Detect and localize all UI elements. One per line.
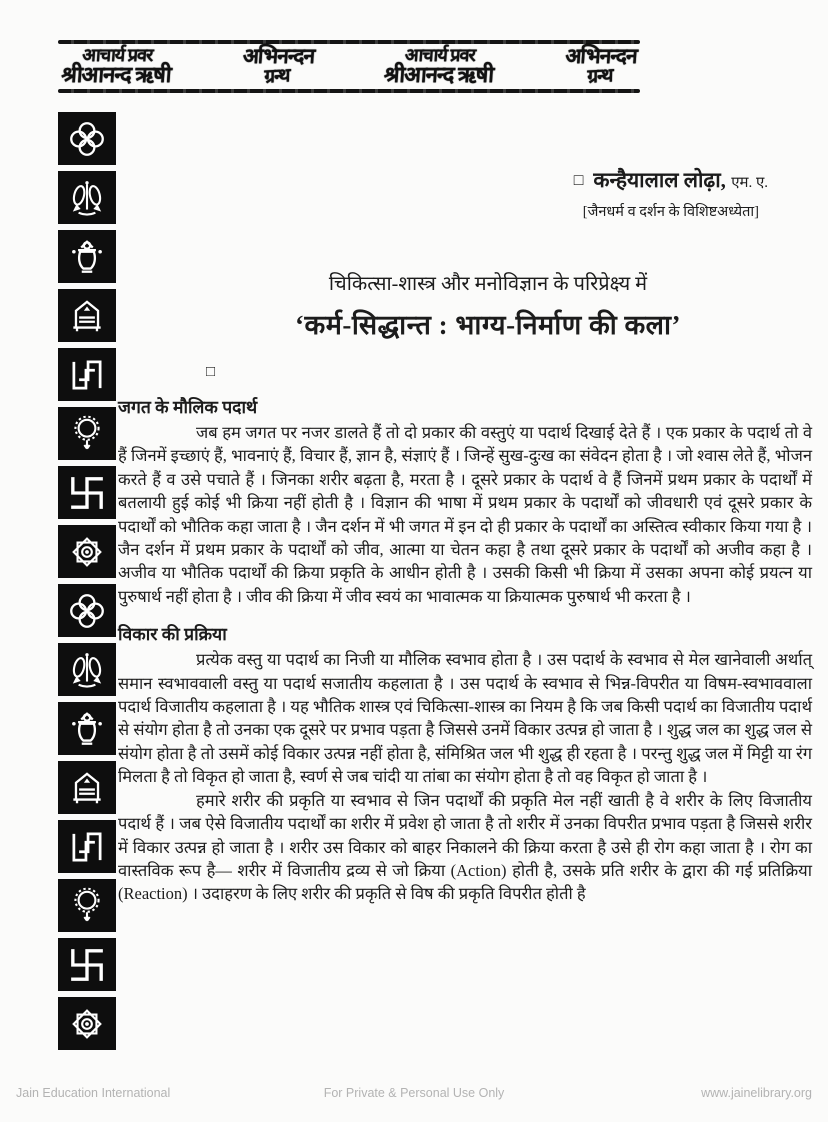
masthead-text: ग्रन्थ bbox=[264, 65, 290, 89]
section-heading: जगत के मौलिक पदार्थ bbox=[118, 397, 258, 417]
title-kicker: चिकित्सा-शास्त्र और मनोविज्ञान के परिप्रेक्ष्य में bbox=[328, 273, 648, 295]
fish-pair-icon bbox=[58, 171, 116, 224]
author-name bbox=[574, 166, 768, 194]
shrivatsa-knot-icon bbox=[58, 584, 116, 637]
masthead-text: ग्रन्थ bbox=[586, 65, 613, 89]
square-bullet-icon: □ bbox=[573, 172, 584, 189]
paragraph: प्रत्येक वस्तु या पदार्थ का निजी या मौलिक स्वभाव होता है । उस पदार्थ के स्वभाव से मेल खानेवाली अर्थात् समान स्वभाववाली वस्तु या पदार्थ सजातीय कहलाता है । उस पदार्थ के स्वभाव से भिन्न-विपरीत या विषम-स्वभाववाला पदार्थ विजातीय कहलाता है । यह भौतिक शास्त्र एवं चिकित्सा-शास्त्र का नियम है कि जब किसी पदार्थ का विजातीय पदार्थ से संयोग होता है तो उनका एक दूसरे पर प्रभाव पड़ता है जिससे उनमें विकार उत्पन्न हो जाता है । शुद्ध जल का शुद्ध जल से संयोग होता है तो उसमें कोई विकार उत्पन्न नहीं होता है, संमिश्रित जल भी शुद्ध ही रहता है । परन्तु शुद्ध जल में मिट्टी या रंग मिलता है तो विकृत हो जाता है, स्वर्ण से जब चांदी या तांबा का संयोग होता है तो वह विकृत हो जाता है । bbox=[118, 650, 812, 787]
nandyavarta-icon bbox=[58, 820, 116, 873]
mirror-icon bbox=[58, 407, 116, 460]
masthead-text: श्रीआनन्द ऋषी bbox=[60, 62, 172, 88]
paragraph: हमारे शरीर की प्रकृति या स्वभाव से जिन पदार्थों की प्रकृति मेल नहीं खाती है वे शरीर के लिए विजातीय पदार्थ हैं । जब ऐसे विजातीय पदार्थों का शरीर में प्रवेश हो जाता है तो शरीर में उनका विपरीत प्रभाव पड़ता है जिससे शरीर में विकार उत्पन्न हो जाता है । शरीर उस विकार को बाहर निकालने की क्रिया करता है उसे ही रोग कहा जाता है । रोग का वास्तविक रूप है— शरीर में विजातीय द्रव्य से जो क्रिया (Action) होती है, उसके प्रति शरीर के द्वारा की गई प्रतिक्रिया (Reaction) । उदाहरण के लिए शरीर की प्रकृति से विष की प्रकृति विपरीत होती है bbox=[118, 790, 812, 904]
author-degree: एम. ए. bbox=[731, 175, 768, 191]
eight-point-star-icon bbox=[58, 525, 116, 578]
author-name-text: कन्हैयालाल लोढ़ा, bbox=[593, 168, 726, 192]
shrivatsa-knot-icon bbox=[58, 112, 116, 165]
masthead-unit bbox=[563, 46, 637, 87]
section-process-of-disorder bbox=[118, 622, 812, 905]
masthead-text: अभिनन्दन bbox=[242, 44, 316, 68]
mirror-icon bbox=[58, 879, 116, 932]
section-heading: विकार की प्रक्रिया bbox=[118, 624, 227, 645]
masthead-text: आचार्य प्रवर bbox=[404, 45, 476, 65]
author-block bbox=[574, 166, 768, 221]
masthead-text: आचार्य प्रवर bbox=[81, 45, 154, 65]
footer-right: www.jainelibrary.org bbox=[701, 1086, 812, 1100]
square-bullet-icon: □ bbox=[206, 364, 216, 380]
fish-pair-icon bbox=[58, 643, 116, 696]
section-fundamental-substances bbox=[118, 395, 812, 608]
page-footer bbox=[0, 1086, 828, 1100]
nandyavarta-icon bbox=[58, 348, 116, 401]
author-credential: [जैनधर्म व दर्शन के विशिष्टअध्येता] bbox=[582, 204, 759, 220]
masthead-text: श्रीआनन्द ऋषी bbox=[383, 62, 494, 88]
footer-left: Jain Education International bbox=[16, 1086, 171, 1100]
title-block bbox=[118, 269, 812, 342]
footer-center: For Private & Personal Use Only bbox=[323, 1086, 505, 1100]
throne-icon bbox=[58, 761, 116, 814]
article-body bbox=[118, 166, 812, 906]
masthead-bottom-rule bbox=[58, 89, 640, 93]
masthead-unit bbox=[241, 46, 315, 87]
eight-point-star-icon bbox=[58, 997, 116, 1050]
paragraph: जब हम जगत पर नजर डालते हैं तो दो प्रकार की वस्तुएं या पदार्थ दिखाई देते हैं । एक प्रकार के पदार्थ तो वे हैं जिनमें इच्छाएं हैं, भावनाएं हैं, विचार हैं, ज्ञान है, संज्ञाएं हैं । जिन्हें सुख-दुःख का संवेदन होता है । जो श्वास लेते हैं, भोजन करते हैं व उसे पचाते हैं । जिनका शरीर बढ़ता है, मरता है । दूसरे प्रकार के पदार्थ वे हैं जिनमें प्रथम प्रकार के पदार्थों में बतलायी हुई कोई भी क्रिया नहीं होती है । विज्ञान की भाषा में प्रथम प्रकार के पदार्थों को जीवधारी एवं दूसरे प्रकार के पदार्थों को भौतिक कहा जाता है । जैन दर्शन में भी जगत में इन दो ही प्रकार के पदार्थों का अस्तित्व स्वीकार किया गया है । जैन दर्शन में प्रथम प्रकार के पदार्थों को जीव, आत्मा या चेतन कहा है तथा दूसरे प्रकार के पदार्थों को अजीव कहा है । अजीव या भौतिक पदार्थों की क्रिया प्रकृति के आधीन होती है । उसकी किसी भी क्रिया में उसका अपना कोई प्रयत्न या पुरुषार्थ नहीं होता है । जीव की क्रिया में जीव स्वयं का भावात्मक या क्रियात्मक पुरुषार्थ भी करता है । bbox=[118, 423, 812, 606]
swastika-icon bbox=[58, 938, 116, 991]
masthead-banner bbox=[58, 40, 640, 93]
throne-icon bbox=[58, 289, 116, 342]
kalasha-icon bbox=[58, 702, 116, 755]
masthead-unit bbox=[61, 46, 173, 87]
swastika-icon bbox=[58, 466, 116, 519]
symbol-sidebar bbox=[58, 112, 116, 1050]
masthead-text: अभिनन्दन bbox=[564, 44, 638, 68]
kalasha-icon bbox=[58, 230, 116, 283]
masthead-unit bbox=[383, 46, 495, 87]
page-title: ‘कर्म-सिद्धान्त : भाग्य-निर्माण की कला’ bbox=[295, 310, 681, 340]
